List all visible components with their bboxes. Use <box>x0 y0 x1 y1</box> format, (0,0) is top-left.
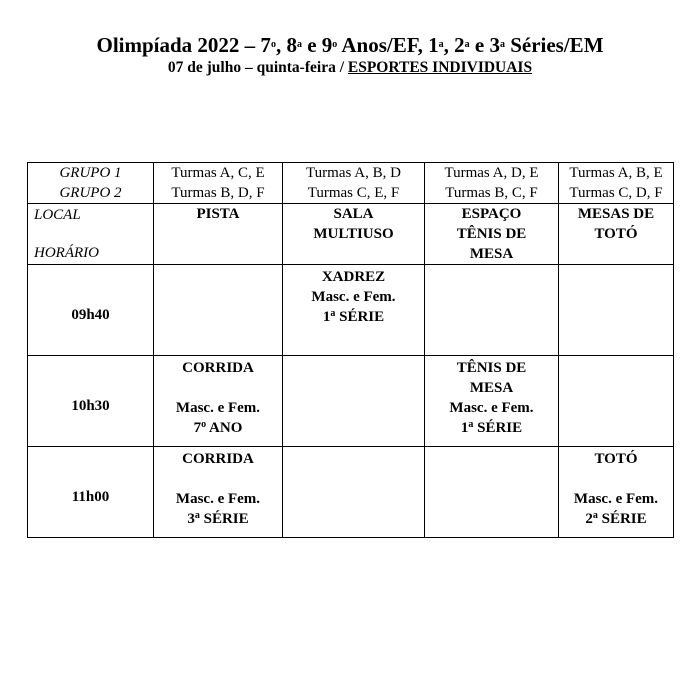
location-line: MESAS DE <box>577 206 655 222</box>
empty-cell <box>283 447 425 538</box>
event-line: CORRIDA <box>182 451 254 467</box>
document-title: Olimpíada 2022 – 7$^o$, 8$^a$ e 9$^o$ Anos/EF, 1$^a$, 2$^a$ e 3$^a$ Séries/EM <box>96 33 604 57</box>
event-line: CORRIDA <box>182 360 254 376</box>
location-line: SALA <box>333 206 374 222</box>
event-line: 7$^o$ ANO <box>193 418 243 436</box>
empty-cell <box>425 447 559 538</box>
time-cell: 11h00 <box>28 447 154 538</box>
location-sala-multiuso <box>283 204 425 265</box>
event-line: Masc. e Fem. <box>175 490 261 507</box>
time-cell: 10h30 <box>28 356 154 447</box>
document-subtitle <box>0 58 700 78</box>
local-label: LOCAL <box>34 207 81 223</box>
event-line: Masc. e Fem. <box>175 399 261 416</box>
empty-cell <box>559 356 674 447</box>
groups-row <box>28 163 674 204</box>
location-line: MESA <box>469 246 514 262</box>
location-mesas-toto <box>559 204 674 265</box>
event-cell <box>283 265 425 356</box>
event-line: 2$^a$ SÉRIE <box>585 509 647 527</box>
turmas-grupo2: Turmas C, E, F <box>307 185 400 201</box>
event-line: Masc. e Fem. <box>311 289 396 305</box>
event-line: XADREZ <box>321 269 386 285</box>
time-slot-row <box>28 356 674 447</box>
event-line: 3$^a$ SÉRIE <box>187 509 249 527</box>
event-line: Masc. e Fem. <box>573 490 659 507</box>
event-line: MESA <box>469 380 514 396</box>
group-labels-cell <box>28 163 154 204</box>
event-line: TOTÓ <box>594 451 638 467</box>
turmas-grupo1: Turmas A, D, E <box>444 165 539 181</box>
location-line: PISTA <box>196 206 240 222</box>
location-espaco-tenis <box>425 204 559 265</box>
turmas-cell-sala <box>283 163 425 204</box>
location-line: TOTÓ <box>594 226 638 242</box>
time-slot-row <box>28 447 674 538</box>
time-slots <box>28 265 674 538</box>
event-cell <box>154 447 283 538</box>
turmas-grupo2: Turmas C, D, F <box>569 185 663 201</box>
event-line: 1$^a$ SÉRIE <box>460 419 523 436</box>
turmas-grupo2: Turmas B, D, F <box>171 185 265 201</box>
location-row <box>28 204 674 265</box>
location-line: TÊNIS DE <box>456 226 527 242</box>
empty-cell <box>425 265 559 356</box>
group-1-label: GRUPO 1 <box>59 165 122 181</box>
turmas-cell-toto <box>559 163 674 204</box>
empty-cell <box>154 265 283 356</box>
schedule-table <box>27 162 674 538</box>
spacer <box>559 469 673 489</box>
time-cell: 09h40 <box>28 265 154 356</box>
turmas-grupo1: Turmas A, B, D <box>306 165 401 181</box>
spacer <box>154 469 282 489</box>
corner-header-cell <box>28 204 154 265</box>
event-cell <box>559 447 674 538</box>
time-slot-row <box>28 265 674 356</box>
location-line: MULTIUSO <box>313 226 394 242</box>
location-line: ESPAÇO <box>461 206 522 222</box>
horario-label: HORÁRIO <box>34 245 99 261</box>
event-cell <box>425 356 559 447</box>
turmas-cell-pista <box>154 163 283 204</box>
event-line: 1$^a$ SÉRIE <box>322 308 385 325</box>
subtitle-theme: ESPORTES INDIVIDUAIS <box>347 59 533 76</box>
turmas-grupo1: Turmas A, B, E <box>569 165 663 181</box>
group-2-label: GRUPO 2 <box>59 185 122 201</box>
event-cell <box>154 356 283 447</box>
spacer <box>154 378 282 398</box>
location-pista <box>154 204 283 265</box>
subtitle-date: 07 de julho – quinta-feira / <box>167 59 348 76</box>
event-line: Masc. e Fem. <box>449 400 534 416</box>
turmas-grupo2: Turmas B, C, F <box>445 185 538 201</box>
turmas-cell-tenis <box>425 163 559 204</box>
turmas-grupo1: Turmas A, C, E <box>171 165 265 181</box>
empty-cell <box>559 265 674 356</box>
event-line: TÊNIS DE <box>456 360 527 376</box>
empty-cell <box>283 356 425 447</box>
